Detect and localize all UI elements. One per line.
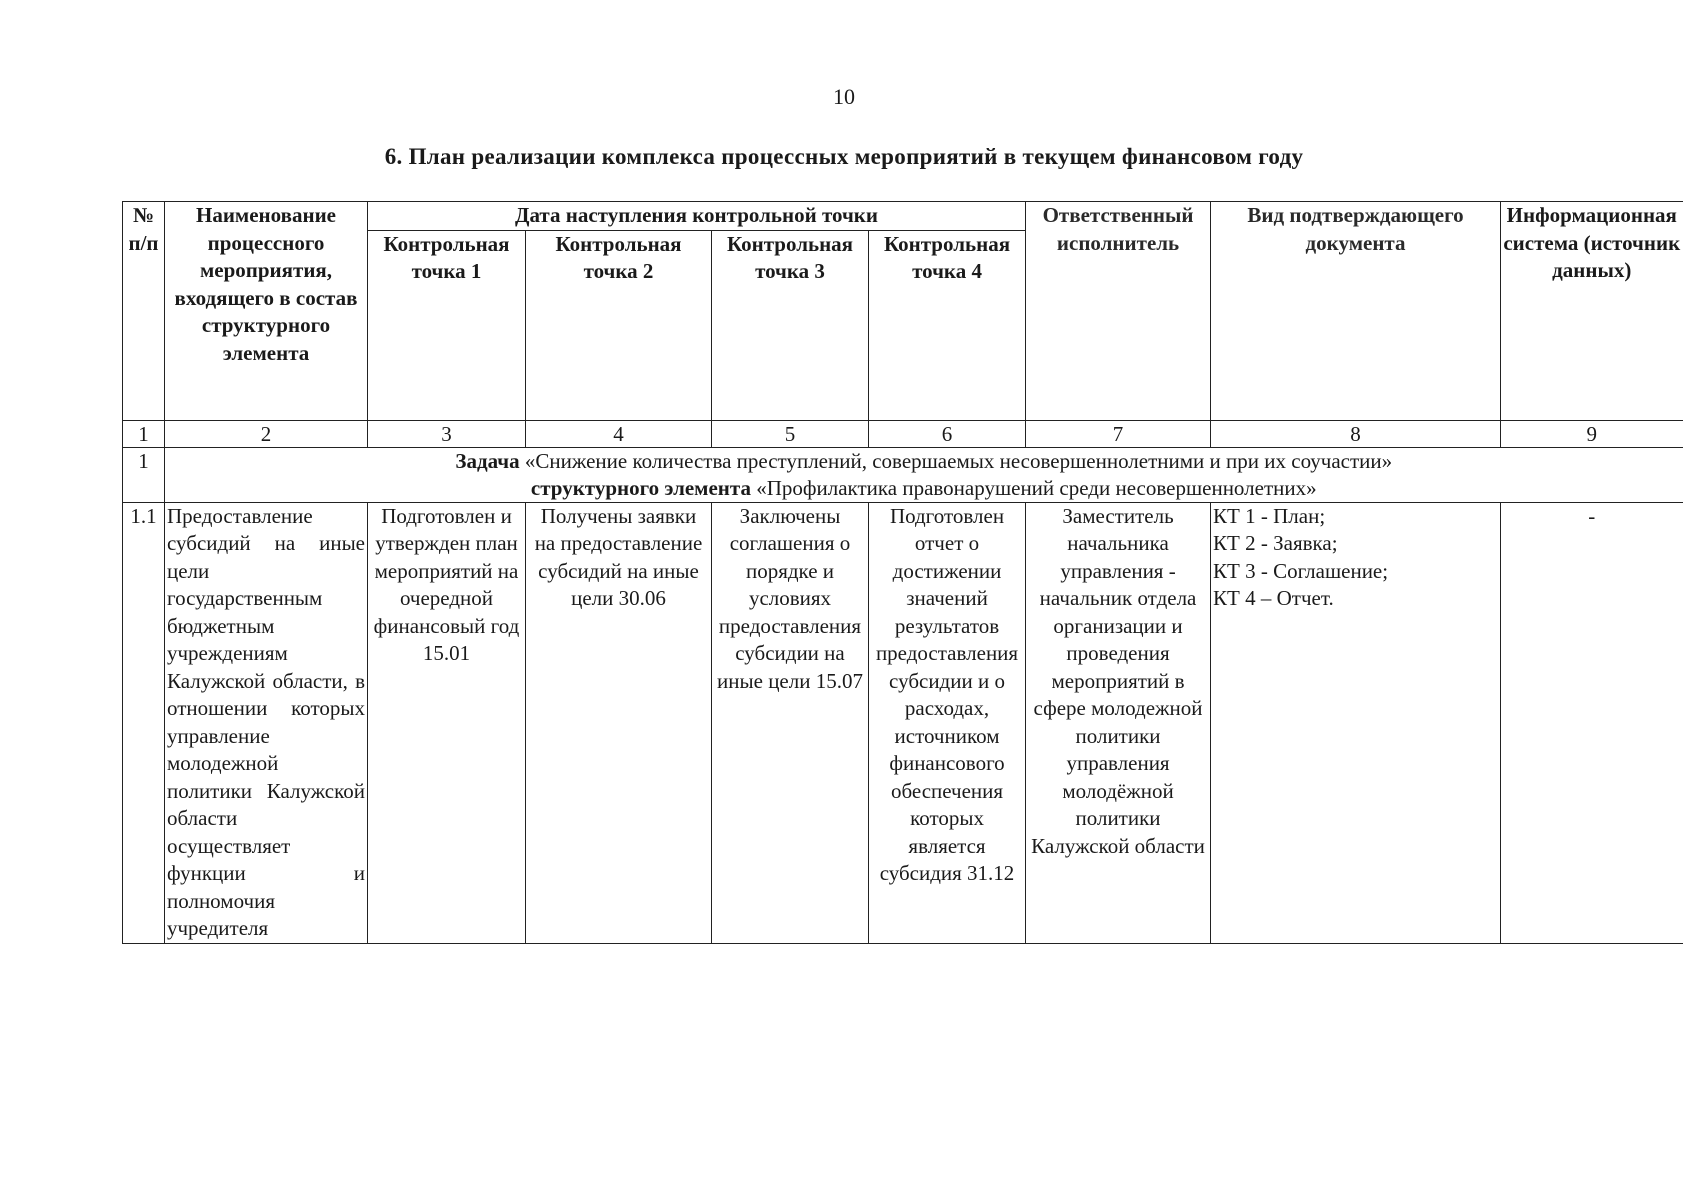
column-number: 4 [526, 420, 712, 447]
column-number: 9 [1501, 420, 1683, 447]
column-number: 1 [123, 420, 165, 447]
doc-type-cell: КТ 1 - План; КТ 2 - Заявка; КТ 3 - Соглашение; КТ 4 – Отчет. [1211, 502, 1501, 943]
header-kt1: Контрольная точка 1 [368, 230, 526, 420]
header-name: Наименование процессного мероприятия, входящего в состав структурного элемента [165, 202, 368, 421]
header-kt3: Контрольная точка 3 [712, 230, 869, 420]
info-system-cell: - [1501, 502, 1683, 943]
task-text: «Снижение количества преступлений, совершаемых несовершеннолетними и при их соучастии» [524, 448, 1393, 473]
table-row [123, 502, 1683, 943]
header-row [123, 202, 1683, 231]
column-number: 3 [368, 420, 526, 447]
page-number: 10 [833, 84, 855, 109]
column-number: 2 [165, 420, 368, 447]
section-title: 6. План реализации комплекса процессных мероприятий в текущем финансовом году [384, 144, 1304, 169]
column-number: 5 [712, 420, 869, 447]
event-name-cell: Предоставление субсидий на иные цели государственным бюджетным учреждениям Калужской области, в отношении которых управление молодежной политики Калужской области осуществляет функции и полномочия учредителя [165, 502, 368, 943]
column-number: 7 [1026, 420, 1211, 447]
header-date-group: Дата наступления контрольной точки [368, 202, 1026, 231]
kt3-cell: Заключены соглашения о порядке и условиях предоставления субсидии на иные цели 15.07 [712, 502, 869, 943]
responsible-cell: Заместитель начальника управления - начальник отдела организации и проведения мероприятий в сфере молодежной политики управления молодёжной политики Калужской области [1026, 502, 1211, 943]
header-info-system: Информационная система (источник данных) [1501, 202, 1683, 421]
column-number: 8 [1211, 420, 1501, 447]
column-number: 6 [869, 420, 1026, 447]
implementation-plan-table [122, 201, 1683, 944]
header-doc-type: Вид подтверждающего документа [1211, 202, 1501, 421]
kt2-cell: Получены заявки на предоставление субсидий на иные цели 30.06 [526, 502, 712, 943]
task-row [123, 447, 1683, 502]
kt1-cell: Подготовлен и утвержден план мероприятий на очередной финансовый год 15.01 [368, 502, 526, 943]
header-kt2: Контрольная точка 2 [526, 230, 712, 420]
structural-element-text: «Профилактика правонарушений среди несовершеннолетних» [756, 475, 1317, 500]
task-description [165, 447, 1683, 502]
column-number-row [123, 420, 1683, 447]
header-responsible: Ответственный исполнитель [1026, 202, 1211, 421]
task-num: 1 [123, 447, 165, 502]
kt4-cell: Подготовлен отчет о достижении значений результатов предоставления субсидии и о расходах, источником финансового обеспечения которых является субсидия 31.12 [869, 502, 1026, 943]
header-num: № п/п [123, 202, 165, 421]
header-kt4: Контрольная точка 4 [869, 230, 1026, 420]
structural-element-label: структурного элемента [530, 475, 751, 500]
task-label: Задача [455, 448, 520, 473]
row-num: 1.1 [123, 502, 165, 943]
